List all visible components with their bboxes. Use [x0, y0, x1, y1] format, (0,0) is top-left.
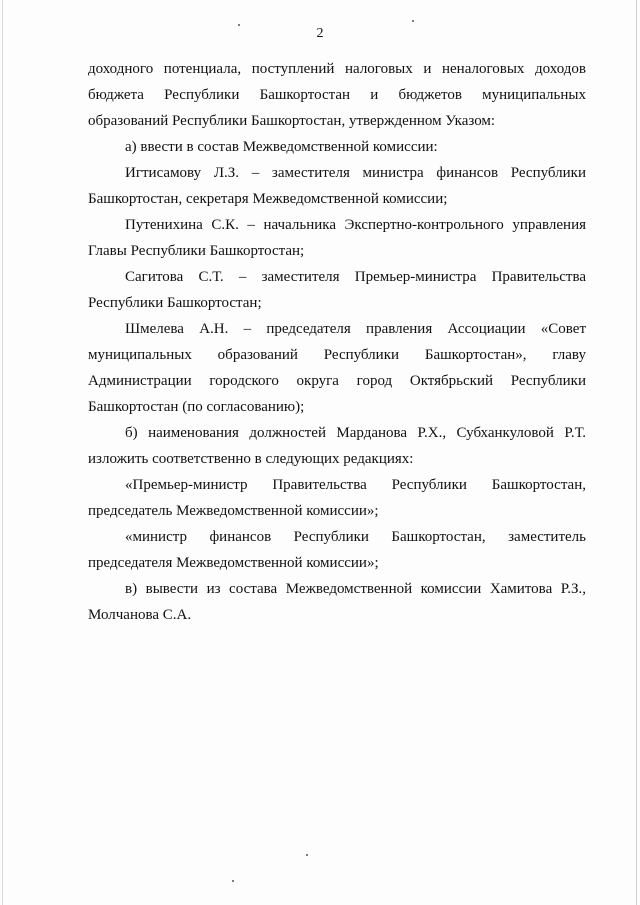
paragraph-item-a: а) ввести в состав Межведомственной комиссии: [125, 139, 438, 155]
paragraph-putenikhin: Путенихина С.К. – начальника Экспертно-контрольного управления Главы Республики Башкортостан; [88, 217, 586, 259]
page-number: 2 [316, 26, 324, 41]
paragraph-premier-title: «Премьер-министр Правительства Республики Башкортостан, председатель Межведомственной комиссии»; [88, 477, 586, 519]
paragraph-igtisamova: Игтисамову Л.З. – заместителя министра финансов Республики Башкортостан, секретаря Межведомственной комиссии; [88, 165, 586, 207]
paragraph-shmelev: Шмелева А.Н. – председателя правления Ассоциации «Совет муниципальных образований Республики Башкортостан», главу Администрации городского округа город Октябрьский Республики Башкортостан (по согласованию); [88, 321, 586, 415]
paragraph-minister-title: «министр финансов Республики Башкортостан, заместитель председателя Межведомственной комиссии»; [88, 529, 586, 571]
scan-edge-left [2, 0, 3, 905]
paragraph-sagitov: Сагитова С.Т. – заместителя Премьер-министра Правительства Республики Башкортостан; [88, 269, 586, 311]
document-body [88, 56, 586, 628]
scan-speck [306, 854, 308, 856]
scan-speck [232, 880, 234, 882]
scan-edge-right [636, 0, 637, 905]
paragraph-item-v: в) вывести из состава Межведомственной комиссии Хамитова Р.З., Молчанова С.А. [88, 581, 586, 623]
scan-speck [412, 20, 414, 22]
paragraph-intro: доходного потенциала, поступлений налоговых и неналоговых доходов бюджета Республики Башкортостан и бюджетов муниципальных образований Республики Башкортостан, утвержденном Указом: [88, 61, 586, 129]
paragraph-item-b: б) наименования должностей Марданова Р.Х., Субханкуловой Р.Т. изложить соответственно в следующих редакциях: [88, 425, 586, 467]
